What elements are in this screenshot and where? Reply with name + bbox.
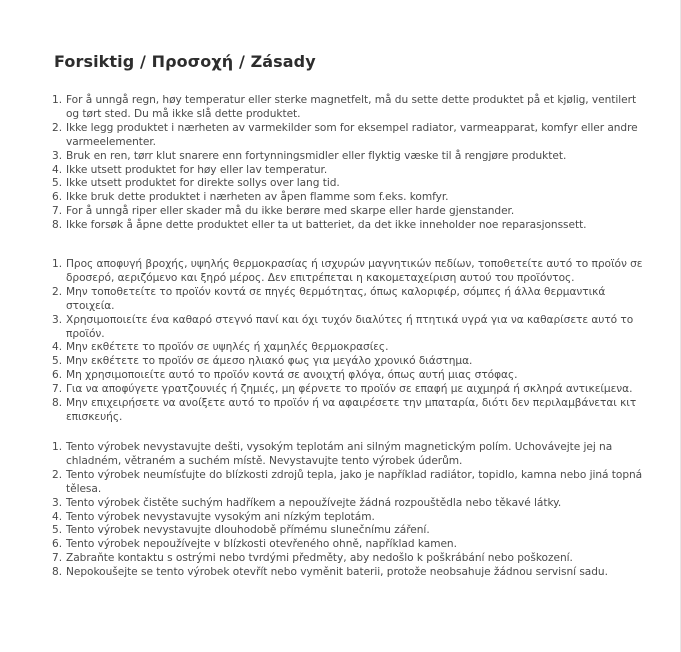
item-number: 2. [52,285,63,298]
list-item [52,258,652,286]
item-text: Για να αποφύγετε γρατζουνιές ή ζημιές, μη φέρνετε το προϊόν σε επαφή με αιχμηρά ή σκληρά αντικείμενα. [66,383,633,396]
item-number: 2. [52,468,63,481]
list-item [52,383,652,397]
item-number: 3. [52,149,63,162]
list-item [52,94,652,122]
item-number: 2. [52,121,63,134]
list-item [52,219,652,233]
item-text: Ikke utsett produktet for høy eller lav temperatur. [66,163,328,176]
page-title: Forsiktig / Προσοχή / Zásady [54,52,316,71]
item-number: 4. [52,510,63,523]
list-item [52,511,652,525]
item-text: Zabraňte kontaktu s ostrými nebo tvrdými předměty, aby nedošlo k poškrábání nebo poškození. [66,552,573,565]
list-item [52,469,652,497]
list-item [52,497,652,511]
item-text: Ikke legg produktet i nærheten av varmekilder som for eksempel radiator, varmeapparat, komfyr eller andre varmeelementer. [66,121,638,148]
item-number: 5. [52,355,63,368]
list-item [52,122,652,150]
item-number: 3. [52,313,63,326]
item-text: Tento výrobek nevystavujte dešti, vysokým teplotám ani silným magnetickým polím. Uchovávejte jej na chladném, větraném a suchém místě. Nevystavujte tento výrobek úderům. [66,441,613,467]
item-number: 1. [52,94,63,106]
item-text: Μην επιχειρήσετε να ανοίξετε αυτό το προϊόν ή να αφαιρέσετε την μπαταρία, διότι δεν περιλαμβάνεται κιτ επισκευής. [66,397,637,423]
item-text: Tento výrobek nepoužívejte v blízkosti otevřeného ohně, například kamen. [66,538,457,551]
item-text: Ikke utsett produktet for direkte sollys over lang tid. [66,177,340,190]
item-number: 8. [52,566,63,579]
item-text: Ikke bruk dette produktet i nærheten av åpen flamme som f.eks. komfyr. [66,191,449,204]
list-item [52,355,652,369]
item-text: For å unngå riper eller skader må du ikke berøre med skarpe eller harde gjenstander. [66,205,515,218]
list-item [52,397,652,425]
item-text: For å unngå regn, høy temperatur eller sterke magnetfelt, må du sette dette produktet på et kjølig, ventilert og tørt sted. Du må ikke slå dette produktet. [66,94,637,120]
item-number: 1. [52,258,63,270]
item-text: Tento výrobek nevystavujte vysokým ani nízkým teplotám. [66,510,375,523]
item-text: Μην εκθέτετε το προϊόν σε υψηλές ή χαμηλές θερμοκρασίες. [66,341,389,354]
item-text: Προς αποφυγή βροχής, υψηλής θερμοκρασίας ή ισχυρών μαγνητικών πεδίων, τοποθετείτε αυτό το προϊόν σε δροσερό, αεριζόμενο και ξηρό μέρος. Δεν επιτρέπεται η κακομεταχείριση αυτού του προϊόντος. [66,258,643,284]
item-text: Tento výrobek nevystavujte dlouhodobě přímému slunečnímu záření. [66,524,430,537]
item-number: 6. [52,538,63,551]
item-text: Χρησιμοποιείτε ένα καθαρό στεγνό πανί και όχι τυχόν διαλύτες ή πτητικά υγρά για να καθαρίσετε αυτό το προϊόν. [66,313,634,340]
item-number: 4. [52,341,63,354]
section-greek [52,258,652,425]
list-item [52,341,652,355]
item-number: 5. [52,524,63,537]
list-item [52,286,652,314]
list-item [52,524,652,538]
section-czech [52,441,652,580]
item-text: Tento výrobek neumísťujte do blízkosti zdrojů tepla, jako je například radiátor, topidlo, kamna nebo jiná topná tělesa. [66,468,643,495]
list-item [52,369,652,383]
item-text: Ikke forsøk å åpne dette produktet eller ta ut batteriet, da det ikke inneholder noe reparasjonssett. [66,219,587,232]
item-number: 7. [52,552,63,565]
item-number: 5. [52,177,63,190]
list-item [52,150,652,164]
list-item [52,441,652,469]
item-number: 8. [52,219,63,232]
section-norwegian [52,94,652,233]
list-item [52,552,652,566]
item-number: 6. [52,191,63,204]
item-number: 7. [52,205,63,218]
item-text: Μην εκθέτετε το προϊόν σε άμεσο ηλιακό φως για μεγάλο χρονικό διάστημα. [66,355,473,368]
item-text: Nepokoušejte se tento výrobek otevřít nebo vyměnit baterii, protože neobsahuje žádnou servisní sadu. [66,566,608,579]
list-item [52,164,652,178]
item-number: 7. [52,383,63,396]
item-text: Bruk en ren, tørr klut snarere enn fortynningsmidler eller flyktig væske til å rengjøre produktet. [66,149,567,162]
list-item [52,538,652,552]
item-text: Μην τοποθετείτε το προϊόν κοντά σε πηγές θερμότητας, όπως καλοριφέρ, σόμπες ή άλλα θερμαντικά στοιχεία. [66,285,606,312]
list-item [52,191,652,205]
item-number: 3. [52,496,63,509]
list-item [52,314,652,342]
list-item [52,177,652,191]
item-number: 4. [52,163,63,176]
item-number: 6. [52,369,63,382]
list-item [52,205,652,219]
item-number: 8. [52,397,63,410]
item-text: Μη χρησιμοποιείτε αυτό το προϊόν κοντά σε ανοιχτή φλόγα, όπως αυτή μιας στόφας. [66,369,518,382]
item-text: Tento výrobek čistěte suchým hadříkem a nepoužívejte žádná rozpouštědla nebo těkavé látky. [66,496,562,509]
list-item [52,566,652,580]
item-number: 1. [52,441,63,453]
